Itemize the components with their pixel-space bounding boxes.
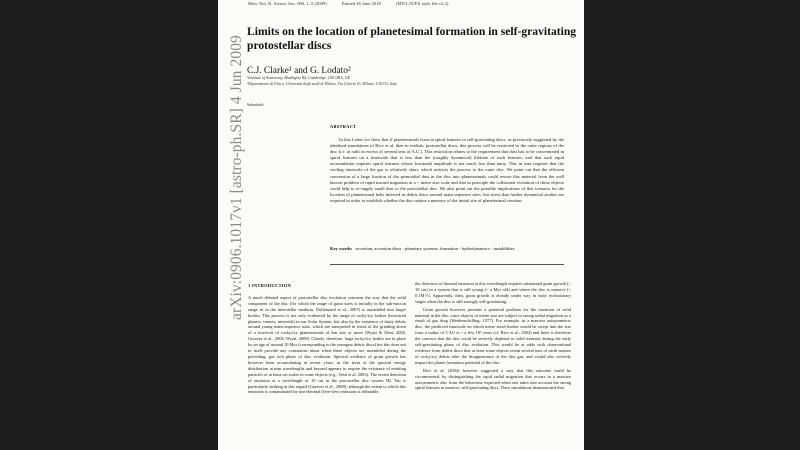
keywords <box>330 246 564 252</box>
left-column <box>248 283 406 397</box>
left-background <box>0 0 218 450</box>
running-header <box>248 0 578 7</box>
keywords-label: Key words: <box>330 246 353 251</box>
affiliations <box>247 76 577 87</box>
keywords-text: accretion, accretion discs - planetary systems: formation - hydrodynamics - instabilities <box>355 246 515 251</box>
abstract-divider <box>330 264 564 265</box>
paper-title: Limits on the location of planetesimal formation in self-gravitating protostellar discs <box>247 25 577 52</box>
authors: C.J. Clarke¹ and G. Lodato² <box>247 66 351 76</box>
right-paragraph-1: the detection of thermal emission at this wavelength requires substantial grain growth (> 10 cm) in a system that is still young (< a Myr old) and where the disc is massive (> 0.1M☉). Apparently, then, grain growth is already under way in early evolutionary stages when the disc is still strongly self-gravitating. <box>415 281 571 304</box>
section-heading-introduction: 1 INTRODUCTION <box>248 283 291 288</box>
right-paragraph-3: Rice et al. (2004) however suggested a way that this outcome could be circumvented, by distinguishing the rapid radial migration that occurs in a massive axisymmetric disc from the behaviour expected when one takes into account the strong spiral features in massive, self-gravitating discs. Their simulations demonstrated that <box>415 367 571 391</box>
right-column <box>415 281 571 393</box>
right-paragraph-2: Grain growth however presents a potential problem for the retention of solid material in the disc, since objects of metre size are subject to strong radial migration as a result of gas drag (Weidenschilling, 1977). For example, in a massive axisymmetric disc, the predicted timescale on which metre sized bodies would be swept into the star from a radius of 5 AU is ~ a few 10³ years (cf. Rice et al., 2004) and there is therefore the concern that the disc could be severely depleted in solid material during the early self-gravitating phase of disc evolution. This would be at odds with observational evidence from debris discs that at least some objects retain several tens of earth masses of rocky/icy debris after the disappearance of the disc gas, and would also severely impact the planet formation potential of the disc. <box>415 306 571 365</box>
style-file: (MN LATEX style file v2.2) <box>395 1 449 6</box>
paper-page <box>218 0 584 450</box>
affiliation-1: ¹Institute of Astronomy, Madingley Rd, Cambridge, CB3 0HA, UK <box>247 76 350 80</box>
affiliation-2: ²Dipartimento di Fisica, Università degli studi di Milano, Via Celoria 16, Milano, I-20133, Italy <box>247 81 398 86</box>
printed-date: Printed 26 June 2018 <box>341 1 381 6</box>
journal-citation: Mon. Not. R. Astron. Soc. 000, 1–5 (2009) <box>248 1 327 6</box>
abstract-text: In this Letter we show that if planetesimals form in spiral features in self-gravitating discs, as previously suggested by the idealised simulations of Rice et al, then in realistic protostellar discs, this process will be restricted to the outer regions of the disc (i.e. at radii in excess of several tens of A.U.). This restriction relates to the requirement that dust has to be concentrated in spiral features on a timescale that is less than the (roughly dynamical) lifetime of such features, and that such rapid accumulation requires spiral features whose fractional amplitude is not much less than unity. This in turn requires that the cooling timescale of the gas is relatively short, which restricts the process to the outer disc. We point out that the efficient conversion of a large fraction of the primordial dust in the disc into planetesimals could rescue this material from the well known problem of rapid inward migration at a ~ metre size scale and that in principle the collisional evolution of these objects could help to re-supply small dust to the protostellar disc. We also point out the possible implications of this scenario for the location of planetesimal belts inferred in debris discs around main sequence stars, but stress that further dynamical studies are required in order to establish whether the disc retains a memory of the initial site of planetesimal creation. <box>330 137 564 203</box>
arxiv-stamp: arXiv:0906.1017v1 [astro-ph.SR] 4 Jun 2009 <box>228 35 245 320</box>
submitted-label: Submitted: <box>247 103 265 107</box>
intro-paragraph-1: A much debated aspect of protostellar disc evolution concerns the way that the solid component of the disc (for which the range of grain sizes is initially in the sub-micron range as in the interstellar medium, Dullemond et al., 2007) is assembled into larger bodies. This process is not only evidenced by the range of rocky/icy bodies (terrestrial planets, comets, asteroids) in our Solar System, but also by the existence of dusty debris around young main sequence stars, which are interpreted in terms of the grinding down of a reservoir of rocky/icy planetesimals of km size or more (Wyatt & Dent, 2002, Greaves et al., 2004, Wyatt, 2008). Clearly, therefore, large rocky/icy bodies are in place by an age of around 10 Myr (corresponding to the youngest debris discs) but this does not in itself provide any constraints about when these objects are assembled during the preceding, gas rich phase of disc evolution. Spectral evidence of grain growth has however been accumulating in recent years, as the form of the spectral energy distribution at mm wavelengths and beyond appears to require the existence of emitting particles of at least cm scales in some objects (e.g., Testi et al. 2003). The recent detection of emission at a wavelength of 10 cm in the protostellar disc system HL Tau is particularly striking in this regard (Greaves et al., 2008): although the extent to which this emission is contaminated by non-thermal (free-free) emission is debatable, <box>248 294 406 395</box>
right-background <box>584 0 800 450</box>
abstract-heading: ABSTRACT <box>330 124 357 129</box>
